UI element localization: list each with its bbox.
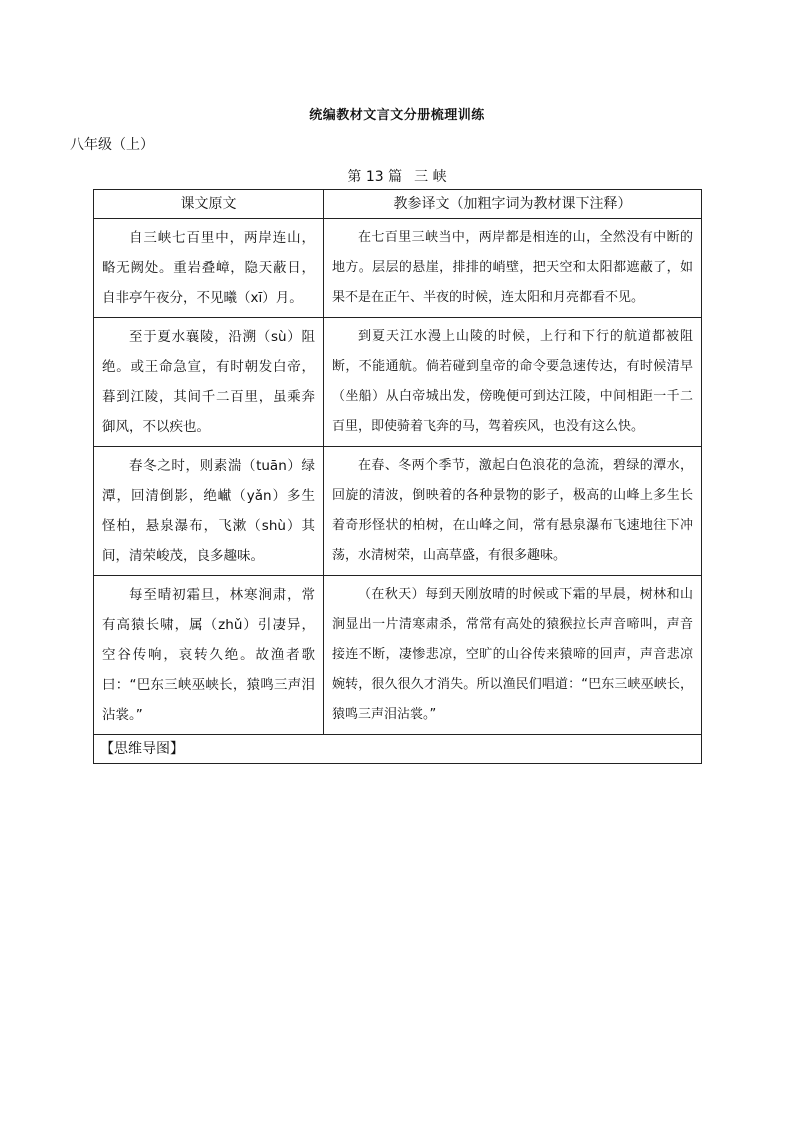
table-row [94,219,702,318]
header-translation: 教参译文（加粗字词为教材课下注释） [324,190,702,219]
translation-cell: （在秋天）每到天刚放晴的时候或下霜的早晨，树林和山涧显出一片清寒肃杀，常常有高处的猿猴拉长声音啼叫，声音接连不断，凄惨悲凉，空旷的山谷传来猿啼的回声，声音悲凉婉转，很久很久才消失。所以渔民们唱道：“巴东三峡巫峡长，猿鸣三声泪沾裳。” [324,576,702,735]
translation-cell: 在七百里三峡当中，两岸都是相连的山，全然没有中断的地方。层层的悬崖，排排的峭壁，把天空和太阳都遮蔽了，如果不是在正午、半夜的时候，连太阳和月亮都看不见。 [324,219,702,318]
table-row [94,447,702,576]
mindmap-label: 【思维导图】 [94,735,702,764]
header-original: 课文原文 [94,190,324,219]
table-row [94,576,702,735]
original-text-cell: 至于夏水襄陵，沿溯（sù）阻绝。或王命急宣，有时朝发白帝，暮到江陵，其间千二百里，虽乘奔御风，不以疾也。 [94,318,324,447]
translation-cell: 到夏天江水漫上山陵的时候，上行和下行的航道都被阻断，不能通航。倘若碰到皇帝的命令要急速传达，有时候清早（坐船）从白帝城出发，傍晚便可到达江陵，中间相距一千二百里，即使骑着飞奔的马，驾着疾风，也没有这么快。 [324,318,702,447]
chapter-title: 三 峡 [414,169,447,185]
grade-label: 八年级（上） [70,137,154,153]
original-text-cell: 自三峡七百里中，两岸连山，略无阙处。重岩叠嶂，隐天蔽日，自非亭午夜分，不见曦（xī）月。 [94,219,324,318]
mindmap-row [94,735,702,764]
translation-cell: 在春、冬两个季节，激起白色浪花的急流，碧绿的潭水，回旋的清波，倒映着的各种景物的影子，极高的山峰上多生长着奇形怪状的柏树，在山峰之间，常有悬泉瀑布飞速地往下冲荡，水清树荣，山高草盛，有很多趣味。 [324,447,702,576]
document-title: 统编教材文言文分册梳理训练 [309,108,485,123]
original-text-cell: 每至晴初霜旦，林寒涧肃，常有高猿长啸，属（zhǔ）引凄异，空谷传响，哀转久绝。故渔者歌曰：“巴东三峡巫峡长，猿鸣三声泪沾裳。” [94,576,324,735]
text-translation-table [93,189,702,764]
original-text-cell: 春冬之时，则素湍（tuān）绿潭，回清倒影，绝𪩘（yǎn）多生怪柏，悬泉瀑布，飞漱（shù）其间，清荣峻茂，良多趣味。 [94,447,324,576]
table-row [94,318,702,447]
chapter-heading [0,166,794,186]
table-header-row [94,190,702,219]
chapter-number: 第 13 篇 [347,169,403,185]
